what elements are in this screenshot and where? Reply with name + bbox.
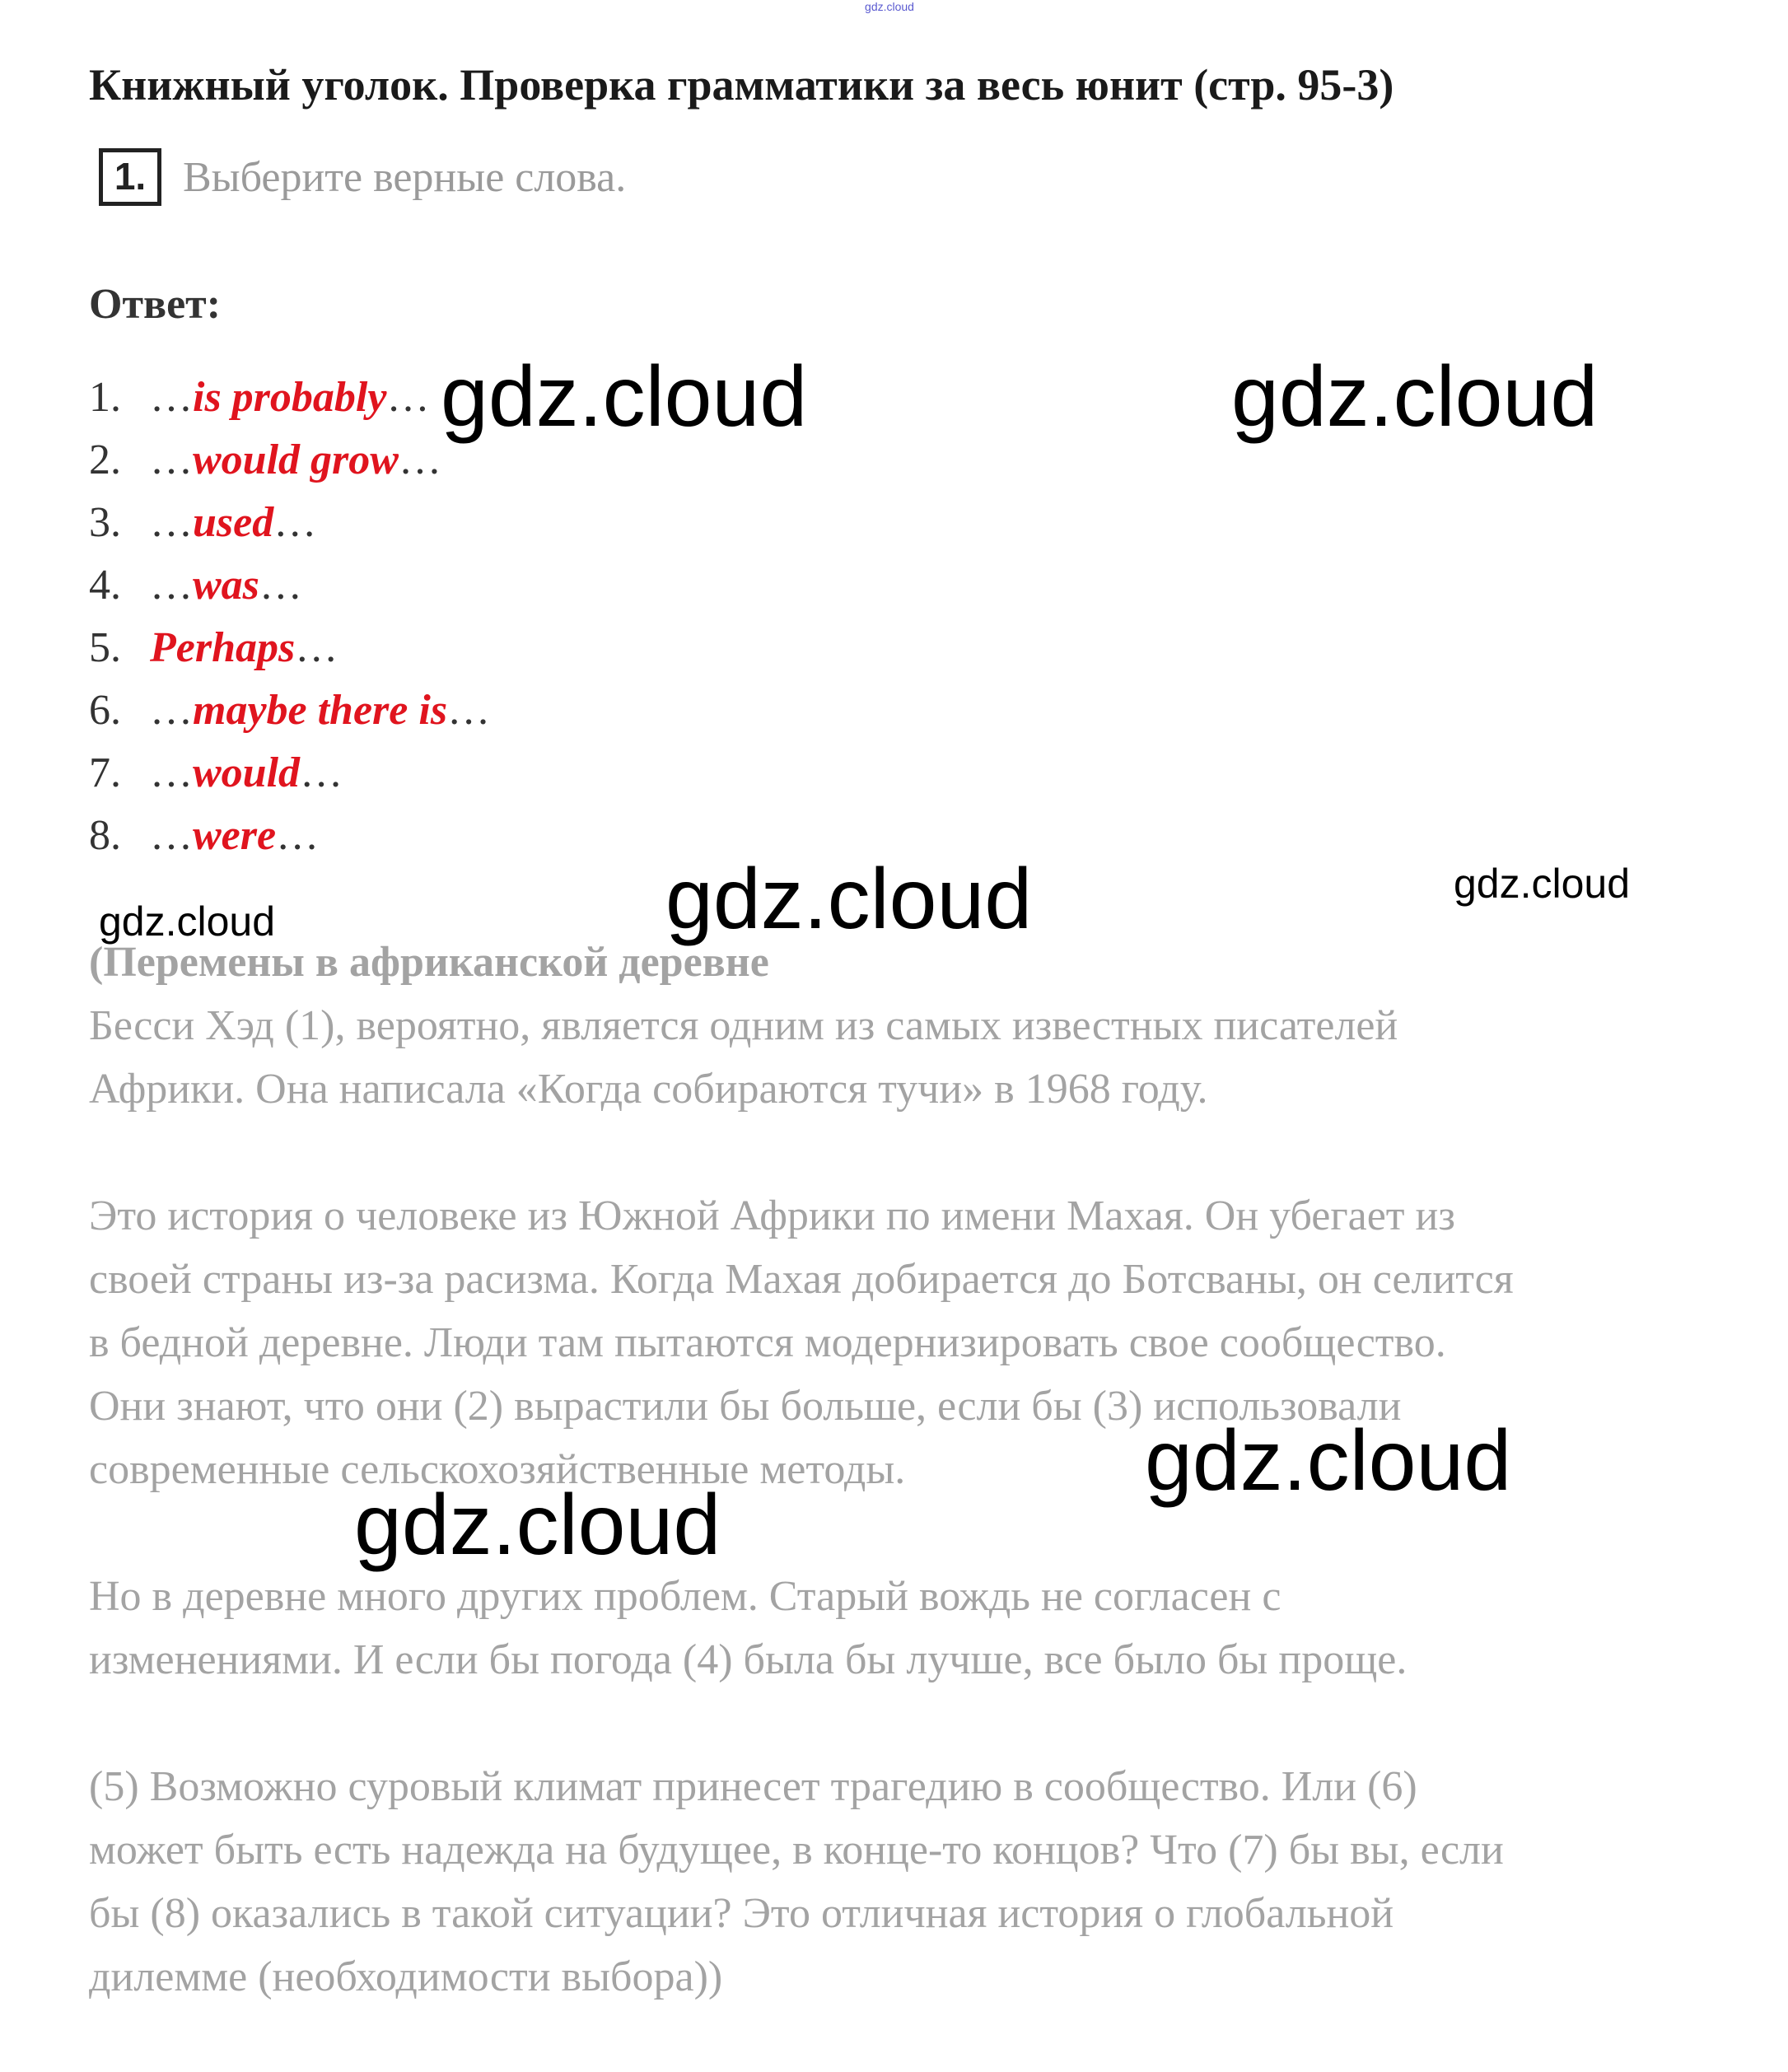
watermark: gdz.cloud xyxy=(99,898,276,945)
answer-suffix: … xyxy=(398,436,441,483)
answer-number: 3. xyxy=(89,499,121,546)
answer-suffix: … xyxy=(447,687,491,734)
answer-list xyxy=(89,366,490,867)
watermark: gdz.cloud xyxy=(1145,1413,1512,1509)
watermark: gdz.cloud xyxy=(665,852,1033,947)
answer-number: 6. xyxy=(89,687,121,734)
watermark: gdz.cloud xyxy=(354,1477,721,1573)
task-number-badge: 1. xyxy=(99,148,161,206)
watermark: gdz.cloud xyxy=(1231,349,1599,445)
answer-item xyxy=(89,679,490,742)
answer-prefix: … xyxy=(150,812,193,859)
answer-prefix: … xyxy=(150,499,193,546)
answer-number: 8. xyxy=(89,812,121,859)
answer-word: maybe there is xyxy=(193,687,448,734)
answer-item xyxy=(89,429,490,492)
answer-suffix: … xyxy=(386,374,430,421)
answer-word: Perhaps xyxy=(150,624,296,671)
answer-number: 7. xyxy=(89,749,121,796)
answer-prefix: … xyxy=(150,687,193,734)
answer-word: is probably xyxy=(193,374,387,421)
story-paragraph: Это история о человеке из Южной Африки по имени Махая. Он убегает из своей страны из-за расизма. Когда Махая добирается до Ботсваны, он селится в бедной деревне. Люди там пытаются модернизировать свое сообщество. Они знают, что они (2) вырастили бы больше, если бы (3) использовали современные сельскохозяйственные методы. xyxy=(89,1192,1514,1493)
answer-number: 4. xyxy=(89,562,121,609)
answer-item xyxy=(89,805,490,867)
answer-suffix: … xyxy=(259,562,302,609)
answer-prefix: … xyxy=(150,749,193,796)
watermark: gdz.cloud xyxy=(1454,861,1631,907)
answer-item xyxy=(89,492,490,554)
answer-item xyxy=(89,742,490,805)
answer-number: 2. xyxy=(89,436,121,483)
answer-suffix: … xyxy=(273,499,317,546)
answer-word: would xyxy=(193,749,301,796)
answer-word: would grow xyxy=(193,436,399,483)
story-title: (Перемены в африканской деревне xyxy=(89,939,769,986)
answer-label: Ответ: xyxy=(89,281,222,328)
answer-word: was xyxy=(193,562,259,609)
site-mark: gdz.cloud xyxy=(865,0,914,13)
answer-prefix: … xyxy=(150,374,193,421)
watermark: gdz.cloud xyxy=(441,349,808,445)
answer-item xyxy=(89,366,490,429)
answer-number: 1. xyxy=(89,374,121,421)
story-paragraph: Бесси Хэд (1), вероятно, является одним из самых известных писателей Африки. Она написала «Когда собираются тучи» в 1968 году. xyxy=(89,1002,1398,1113)
task-instruction: Выберите верные слова. xyxy=(183,153,627,201)
page-title: Книжный уголок. Проверка грамматики за весь юнит (стр. 95-3) xyxy=(89,60,1394,110)
answer-suffix: … xyxy=(276,812,320,859)
answer-item xyxy=(89,617,490,679)
answer-prefix: … xyxy=(150,562,193,609)
answer-prefix: … xyxy=(150,436,193,483)
answer-suffix: … xyxy=(300,749,343,796)
story-paragraph: Но в деревне много других проблем. Старый вождь не согласен с изменениями. И если бы погода (4) была бы лучше, все было бы проще. xyxy=(89,1573,1408,1683)
answer-number: 5. xyxy=(89,624,121,671)
answer-word: used xyxy=(193,499,274,546)
task-header xyxy=(99,148,626,206)
answer-word: were xyxy=(193,812,277,859)
story-paragraph: (5) Возможно суровый климат принесет трагедию в сообщество. Или (6) может быть есть надежда на будущее, в конце-то концов? Что (7) бы вы, если бы (8) оказались в такой ситуации? Это отличная история о глобальной дилемме (необходимости выбора)) xyxy=(89,1763,1504,2000)
answer-suffix: … xyxy=(295,624,338,671)
answer-item xyxy=(89,554,490,617)
